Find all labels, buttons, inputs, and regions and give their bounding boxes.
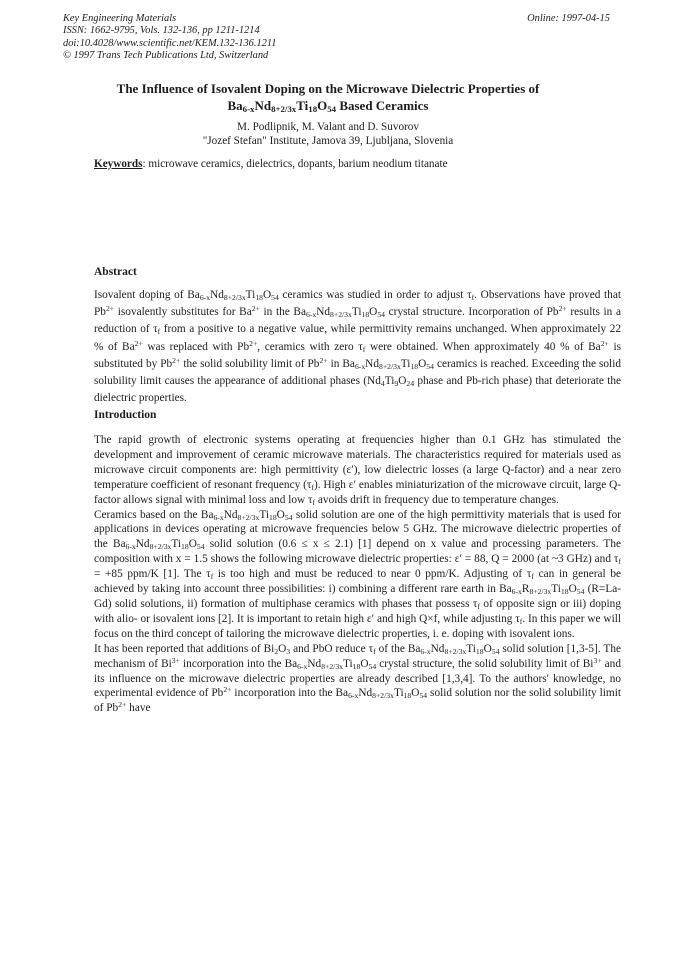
- keywords-text: : microwave ceramics, dielectrics, dopants, barium neodium titanate: [142, 158, 448, 170]
- paragraph: Ceramics based on the $Ba_{6-x}Nd_{8+2/3x}Ti_{18}O_{54}$ solid solution are one of the high permittivity materials that is used for applications in devices operating at microwave frequencies below 5 GHz. The microwave dielectric properties of the $Ba_{6-x}Nd_{8+2/3x}Ti_{18}O_{54}$ solid solution (0.6 ≤ x ≤ 2.1) [1] depend on x value and processing parameters. The composition with x = 1.5 shows the following microwave dielectric properties: ε′ = 88, Q = 2000 (at ~3 GHz) and $\tau_f = +85$ ppm/K [1]. The $\tau_f$ is too high and must be reduced to near 0 ppm/K. Adjusting of $\tau_f$ can in general be achieved by taking into account three possibilities: i) combining a different rare earth in $Ba_{6-x}R_{8+2/3x}Ti_{18}O_{54}$ (R=La-Gd) solid solutions, ii) formation of multiphase ceramics with phases that possess $\tau_f$ of opposite sign or iii) doping with alio- or isovalent ions [2]. It is important to retain high ε′ and high Q×f, while adjusting $\tau_f$. In this paper we will focus on the third concept of tailoring the microwave dielectric properties, i. e. doping with isovalent ions.: [94, 508, 622, 640]
- journal-info: [63, 13, 276, 62]
- keywords-label: Keywords: [94, 158, 143, 170]
- introduction-body: [94, 433, 621, 716]
- journal-header: [63, 13, 610, 62]
- keywords-line: [94, 158, 621, 170]
- copyright-line: © 1997 Trans Tech Publications Ltd, Switzerland: [63, 49, 269, 61]
- affiliation: "Jozef Stefan" Institute, Jamova 39, Ljubljana, Slovenia: [202, 135, 454, 148]
- introduction-heading: Introduction: [94, 409, 157, 421]
- paper-title: [40, 80, 616, 114]
- journal-title: Key Engineering Materials: [63, 13, 177, 24]
- abstract-body: Isovalent doping of $Ba_{6-x}Nd_{8+2/3x}Ti_{18}O_{54}$ ceramics was studied in order to adjust $\tau_f$. Observations have proved that $Pb^{2+}$ isovalently substitutes for $Ba^{2+}$ in the $Ba_{6-x}Nd_{8+2/3x}Ti_{18}O_{54}$ crystal structure. Incorporation of $Pb^{2+}$ results in a reduction of $\tau_f$ from a positive to a negative value, while permittivity remains unchanged. When approximately 22 % of $Ba^{2+}$ was replaced with $Pb^{2+}$, ceramics with zero $\tau_f$ were obtained. When approximately 40 % of $Ba^{2+}$ is substituted by $Pb^{2+}$ the solid solubility limit of $Pb^{2+}$ in $Ba_{6-x}Nd_{8+2/3x}Ti_{18}O_{54}$ ceramics is reached. Exceeding the solid solubility limit causes the appearance of additional phases ($Nd_4Ti_9O_{24}$ phase and Pb-rich phase) that deteriorate the dielectric properties.: [94, 289, 622, 405]
- paper-title-line2: $Ba_{6-x}Nd_{8+2/3x}Ti_{18}O_{54}$ Based Ceramics: [227, 98, 429, 115]
- doi-line: doi:10.4028/www.scientific.net/KEM.132-136.1211: [63, 37, 277, 49]
- paper-title-line1: The Influence of Isovalent Doping on the Microwave Dielectric Properties of: [116, 81, 540, 96]
- online-date: Online: 1997-04-15: [527, 13, 610, 24]
- authors: M. Podlipnik, M. Valant and D. Suvorov: [237, 121, 419, 133]
- issn-line: ISSN: 1662-9795, Vols. 132-136, pp 1211-1214: [63, 25, 260, 37]
- abstract-heading: Abstract: [94, 266, 137, 278]
- paragraph: The rapid growth of electronic systems operating at frequencies higher than 0.1 GHz has stimulated the development and improvement of ceramic microwave materials. The characteristics required for materials used as microwave circuit components are: high permittivity (ε′), low dielectric losses (a large Q-factor) and a near zero temperature coefficient of resonant frequency $(\tau_f)$. High ε′ enables miniaturization of the microwave circuit, large Q-factor allows signal with minimal loss and low $\tau_f$ avoids drift in frequency due to temperature changes.: [94, 434, 621, 507]
- paragraph: It has been reported that additions of $Bi_2O_3$ and PbO reduce $\tau_f$ of the $Ba_{6-x}Nd_{8+2/3x}Ti_{18}O_{54}$ solid solution [1,3-5]. The mechanism of $Bi^{3+}$ incorporation into the $Ba_{6-x}Nd_{8+2/3x}Ti_{18}O_{54}$ crystal structure, the solid solubility limit of $Bi^{3+}$ and its influence on the microwave dielectric properties are already described [1,3,4]. To the authors' knowledge, no experimental evidence of $Pb^{2+}$ incorporation into the $Ba_{6-x}Nd_{8+2/3x}Ti_{18}O_{54}$ solid solution nor the solid solubility limit of $Pb^{2+}$ have: [94, 642, 621, 715]
- authors-block: [40, 120, 616, 149]
